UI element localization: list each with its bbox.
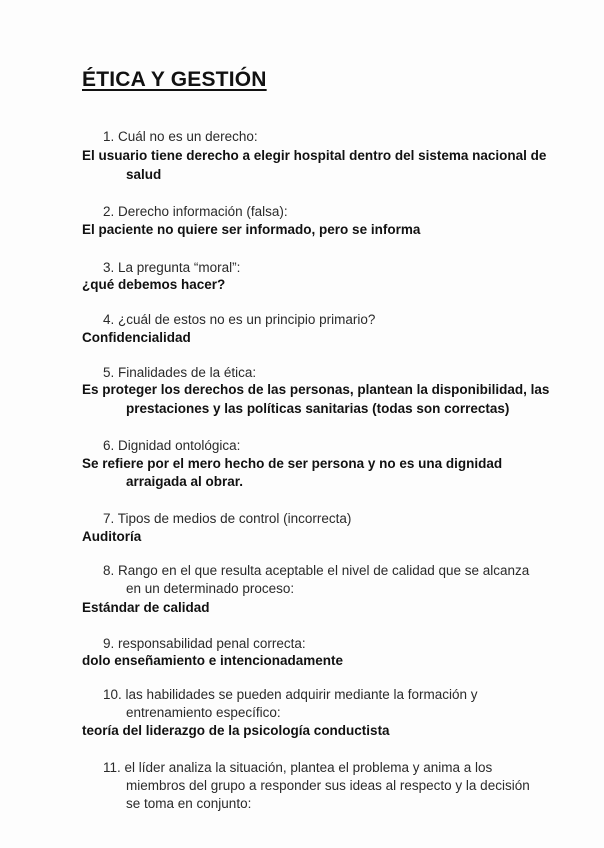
question-5-number: 5. [103, 365, 115, 380]
question-5 [103, 364, 256, 382]
answer-2: El paciente no quiere ser informado, pero se informa [82, 222, 421, 237]
question-10 [103, 686, 478, 704]
question-2-number: 2. [103, 204, 115, 219]
answer-1-cont: salud [126, 167, 162, 182]
answer-5: Es proteger los derechos de las personas, plantean la disponibilidad, las [82, 382, 550, 397]
question-4-text: ¿cuál de estos no es un principio primario? [118, 312, 376, 327]
question-4 [103, 311, 375, 329]
question-4-number: 4. [103, 312, 115, 327]
question-9-number: 9. [103, 636, 115, 651]
question-9 [103, 635, 306, 653]
answer-6: Se refiere por el mero hecho de ser persona y no es una dignidad [82, 456, 503, 471]
question-6 [103, 437, 240, 455]
question-3-number: 3. [103, 260, 115, 275]
answer-10: teoría del liderazgo de la psicología conductista [82, 723, 390, 738]
question-1-number: 1. [103, 129, 115, 144]
answer-3: ¿qué debemos hacer? [82, 277, 226, 292]
answer-4: Confidencialidad [82, 330, 191, 345]
question-5-text: Finalidades de la ética: [118, 365, 257, 380]
question-3-text: La pregunta “moral”: [118, 260, 241, 275]
question-1-text: Cuál no es un derecho: [118, 129, 258, 144]
question-2-text: Derecho información (falsa): [118, 204, 288, 219]
question-8-text: Rango en el que resulta aceptable el nivel de calidad que se alcanza [118, 563, 530, 578]
answer-6-cont: arraigada al obrar. [126, 474, 244, 489]
question-7 [103, 510, 351, 528]
question-11-cont2: se toma en conjunto: [126, 796, 252, 811]
question-1 [103, 128, 258, 146]
question-11 [103, 759, 492, 777]
answer-8: Estándar de calidad [82, 600, 210, 615]
question-10-cont: entrenamiento específico: [126, 705, 281, 720]
question-9-text: responsabilidad penal correcta: [118, 636, 306, 651]
question-10-number: 10. [103, 687, 122, 702]
answer-9: dolo enseñamiento e intencionadamente [82, 653, 344, 668]
question-2 [103, 203, 288, 221]
question-3 [103, 259, 240, 277]
question-10-text: las habilidades se pueden adquirir mediante la formación y [125, 687, 478, 702]
question-6-text: Dignidad ontológica: [118, 438, 241, 453]
question-11-cont: miembros del grupo a responder sus ideas al respecto y la decisión [126, 778, 530, 793]
answer-1: El usuario tiene derecho a elegir hospital dentro del sistema nacional de [82, 148, 547, 163]
answer-5-cont: prestaciones y las políticas sanitarias (todas son correctas) [126, 401, 510, 416]
question-7-text: Tipos de medios de control (incorrecta) [117, 511, 352, 526]
question-8-cont: en un determinado proceso: [126, 581, 295, 596]
question-7-number: 7. [103, 511, 115, 526]
question-11-text: el líder analiza la situación, plantea el problema y anima a los [124, 760, 493, 775]
answer-7: Auditoría [82, 529, 142, 544]
question-8-number: 8. [103, 563, 115, 578]
question-11-number: 11. [103, 760, 121, 775]
question-6-number: 6. [103, 438, 115, 453]
question-8 [103, 562, 529, 580]
page-title: ÉTICA Y GESTIÓN [82, 68, 267, 91]
